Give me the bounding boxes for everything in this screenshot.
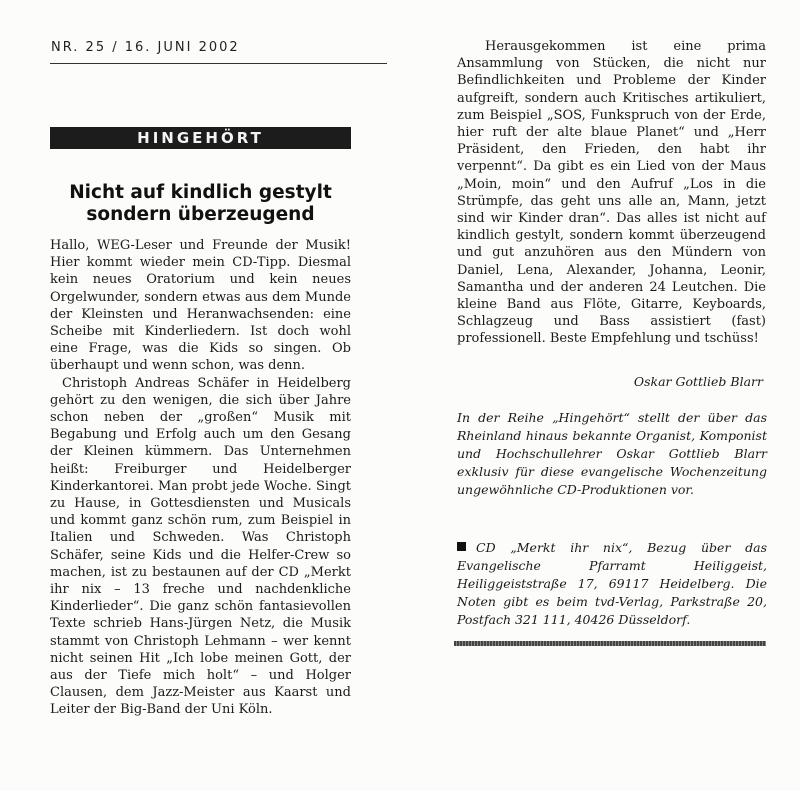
series-note: In der Reihe „Hingehört“ stellt der über das Rheinland hinaus bekannte Organist, Komponist und Hochschullehrer Oskar Gottlieb Blarr exklusiv für diese evangelische Wochenzeitung ungewöhnliche CD-Produktionen vor. (457, 410, 767, 497)
issue-rule (50, 63, 387, 64)
right-column (457, 38, 766, 348)
left-column (50, 237, 351, 719)
section-rubric: HINGEHÖRT (50, 127, 351, 149)
headline-line-2: sondern überzeugend (86, 204, 315, 225)
cd-info (457, 539, 767, 629)
author-signature: Oskar Gottlieb Blarr (633, 374, 763, 389)
square-bullet-icon (457, 542, 466, 551)
issue-date: NR. 25 / 16. JUNI 2002 (51, 40, 240, 55)
cd-info-text: CD „Merkt ihr nix“, Bezug über das Evangelische Pfarramt Heiliggeist, Heiliggeiststraße 17, 69117 Heidelberg. Die Noten gibt es beim tvd-Verlag, Parkstraße 20, Postfach 321 111, 40426 Düsseldorf. (457, 540, 767, 627)
headline-line-1: Nicht auf kindlich gestylt (69, 182, 332, 203)
article-headline (50, 182, 351, 226)
body-paragraph: Christoph Andreas Schäfer in Heidelberg gehört zu den wenigen, die sich über Jahre schon neben der „großen“ Musik mit Begabung und Erfolg auch um den Gesang der Kleinen kümmern. Das Unternehmen heißt: Freiburger und Heidelberger Kinderkantorei. Man probt jede Woche. Singt zu Hause, in Gottesdiensten und Musicals und kommt ganz schön rum, zum Beispiel in Italien und Schweden. Was Christoph Schäfer, seine Kids und die Helfer-Crew so machen, ist zu bestaunen auf der CD „Merkt ihr nix – 13 freche und nachdenkliche Kinderlieder“. Die ganz schön fantasievollen Texte schrieb Hans-Jürgen Netz, die Musik stammt von Christoph Lehmann – wer kennt nicht seinen Hit „Ich lobe meinen Gott, der aus der Tiefe mich holt“ – und Holger Clausen, dem Jazz-Meister aus Kaarst und Leiter der Big-Band der Uni Köln. (50, 375, 351, 718)
body-paragraph: Hallo, WEG-Leser und Freunde der Musik! Hier kommt wieder mein CD-Tipp. Diesmal kein neues Oratorium und kein neues Orgelwunder, sondern etwas aus dem Munde der Kleinsten und Heranwachsenden: eine Scheibe mit Kinderliedern. Ist doch wohl eine Frage, was die Kids so singen. Ob überhaupt und wenn schon, was denn. (50, 238, 351, 374)
body-paragraph: Herausgekommen ist eine prima Ansammlung von Stücken, die nicht nur Befindlichkeiten und Probleme der Kinder aufgreift, sondern auch Kritisches artikuliert, zum Beispiel „SOS, Funkspruch von der Erde, hier ruft der alte blaue Planet“ und „Herr Präsident, den Frieden, den habt ihr verpennt“. Da gibt es ein Lied von der Maus „Moin, moin“ und den Aufruf „Los in die Strümpfe, das geht uns alle an, Mann, jetzt sind wir Kinder dran“. Das alles ist nicht auf kindlich gestylt, sondern kommt überzeugend und gut anzuhören aus den Mündern von Daniel, Lena, Alexander, Johanna, Leonir, Samantha und der anderen 24 Leutchen. Die kleine Band aus Flöte, Gitarre, Keyboards, Schlagzeug und Bass assistiert (fast) professionell. Beste Empfehlung und tschüss! (457, 39, 766, 347)
bottom-rule (454, 641, 766, 646)
